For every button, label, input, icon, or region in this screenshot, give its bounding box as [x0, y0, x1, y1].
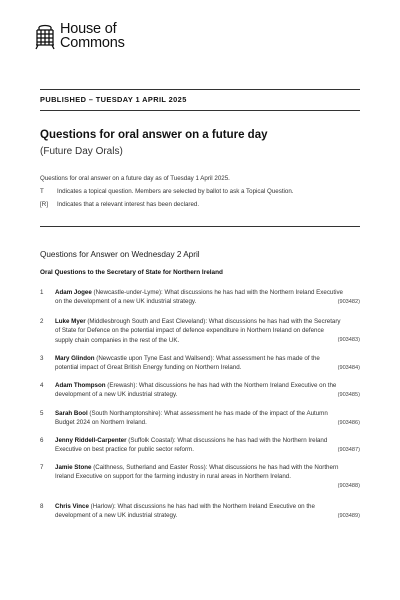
question-text: What discussions he has had with the Northern Ireland Executive on the development of a new UK industrial strategy.: [55, 289, 344, 306]
legend-text: Indicates a topical question. Members are selected by ballot to ask a Topical Question.: [57, 188, 294, 195]
member-name: Adam Thompson: [55, 382, 106, 389]
question-number: 6: [40, 437, 44, 444]
question-ref: (903486): [337, 420, 360, 426]
question-body: [55, 354, 343, 373]
legend-text: Indicates that a relevant interest has been declared.: [57, 201, 200, 208]
question-item: [40, 381, 360, 401]
legend-interest: [40, 201, 199, 208]
question-number: 2: [40, 318, 44, 325]
member-name: Jenny Riddell-Carpenter: [55, 437, 127, 444]
question-body: [55, 436, 343, 455]
question-ref: (903484): [337, 365, 360, 371]
question-ref: (903483): [337, 337, 360, 343]
question-number: 7: [40, 464, 44, 471]
member-name: Mary Glindon: [55, 355, 95, 362]
legend-key: [R]: [40, 201, 48, 208]
constituency: (Caithness, Sutherland and Easter Ross):: [93, 464, 208, 471]
question-number: 1: [40, 289, 44, 296]
question-text: What discussions he has had with the Northern Ireland Executive on the development of a new UK industrial strategy.: [55, 382, 337, 399]
question-body: [55, 502, 343, 521]
question-ref: (903487): [337, 447, 360, 453]
question-item: [40, 409, 360, 429]
question-number: 3: [40, 355, 44, 362]
question-item: [40, 436, 360, 456]
question-body: [55, 288, 343, 307]
section-rule: [40, 226, 360, 227]
question-item: [40, 317, 360, 346]
department-heading: Oral Questions to the Secretary of State for Northern Ireland: [40, 269, 223, 276]
logo-wordmark: [60, 22, 125, 50]
page-subtitle: (Future Day Orals): [40, 146, 123, 157]
constituency: (South Northamptonshire):: [89, 410, 163, 417]
constituency: (Harlow):: [90, 503, 116, 510]
question-text: What discussions he has had with the Northern Ireland Executive on support for the farming industry in rural areas in Northern Ireland.: [55, 464, 339, 481]
question-text: What assessment he has made of the potential impact of Great British Energy funding on Northern Ireland.: [55, 355, 320, 372]
question-item: [40, 502, 360, 522]
question-item: [40, 463, 360, 492]
question-ref: (903489): [337, 513, 360, 519]
question-body: [55, 409, 343, 428]
legend-key: T: [40, 188, 44, 195]
header-rule-bottom: [40, 110, 360, 111]
question-number: 5: [40, 410, 44, 417]
question-item: [40, 354, 360, 374]
question-number: 8: [40, 503, 44, 510]
house-of-commons-logo: [34, 22, 125, 50]
member-name: Sarah Bool: [55, 410, 88, 417]
logo-line-1: House of: [60, 21, 117, 37]
page-title: Questions for oral answer on a future day: [40, 129, 268, 141]
question-text: What assessment he has made of the impact of the Autumn Budget 2024 on Northern Ireland.: [55, 410, 328, 427]
question-number: 4: [40, 382, 44, 389]
question-ref: (903485): [337, 392, 360, 398]
question-body: [55, 381, 343, 400]
question-ref: (903488): [337, 483, 360, 489]
portcullis-icon: [34, 24, 56, 50]
question-body: [55, 463, 343, 482]
section-heading: Questions for Answer on Wednesday 2 April: [40, 250, 200, 259]
constituency: (Middlesbrough South and East Cleveland):: [87, 318, 208, 325]
constituency: (Newcastle-under-Lyme):: [93, 289, 163, 296]
question-body: [55, 317, 343, 345]
question-ref: (903482): [337, 299, 360, 305]
constituency: (Newcastle upon Tyne East and Wallsend):: [96, 355, 215, 362]
logo-line-2: Commons: [60, 35, 125, 51]
question-text: What discussions he has had with the Northern Ireland Executive on the development of a new UK industrial strategy.: [55, 503, 315, 520]
constituency: (Erewash):: [107, 382, 138, 389]
member-name: Adam Jogee: [55, 289, 92, 296]
member-name: Jamie Stone: [55, 464, 92, 471]
question-text: What discussions he has had with the Secretary of State for Defence on the potential impact of defence expenditure in Northern Ireland on defence supply chain companies in the rest of the UK.: [55, 318, 341, 344]
member-name: Luke Myer: [55, 318, 86, 325]
legend-topical: [40, 188, 294, 195]
member-name: Chris Vince: [55, 503, 89, 510]
header-rule-top: [40, 89, 360, 90]
question-item: [40, 288, 360, 308]
published-date: PUBLISHED – TUESDAY 1 APRIL 2025: [40, 95, 187, 104]
intro-text: Questions for oral answer on a future day as of Tuesday 1 April 2025.: [40, 175, 230, 182]
constituency: (Suffolk Coastal):: [128, 437, 176, 444]
question-text: What discussions he has had with the Northern Ireland Executive on best practice for public sector reform.: [55, 437, 328, 454]
